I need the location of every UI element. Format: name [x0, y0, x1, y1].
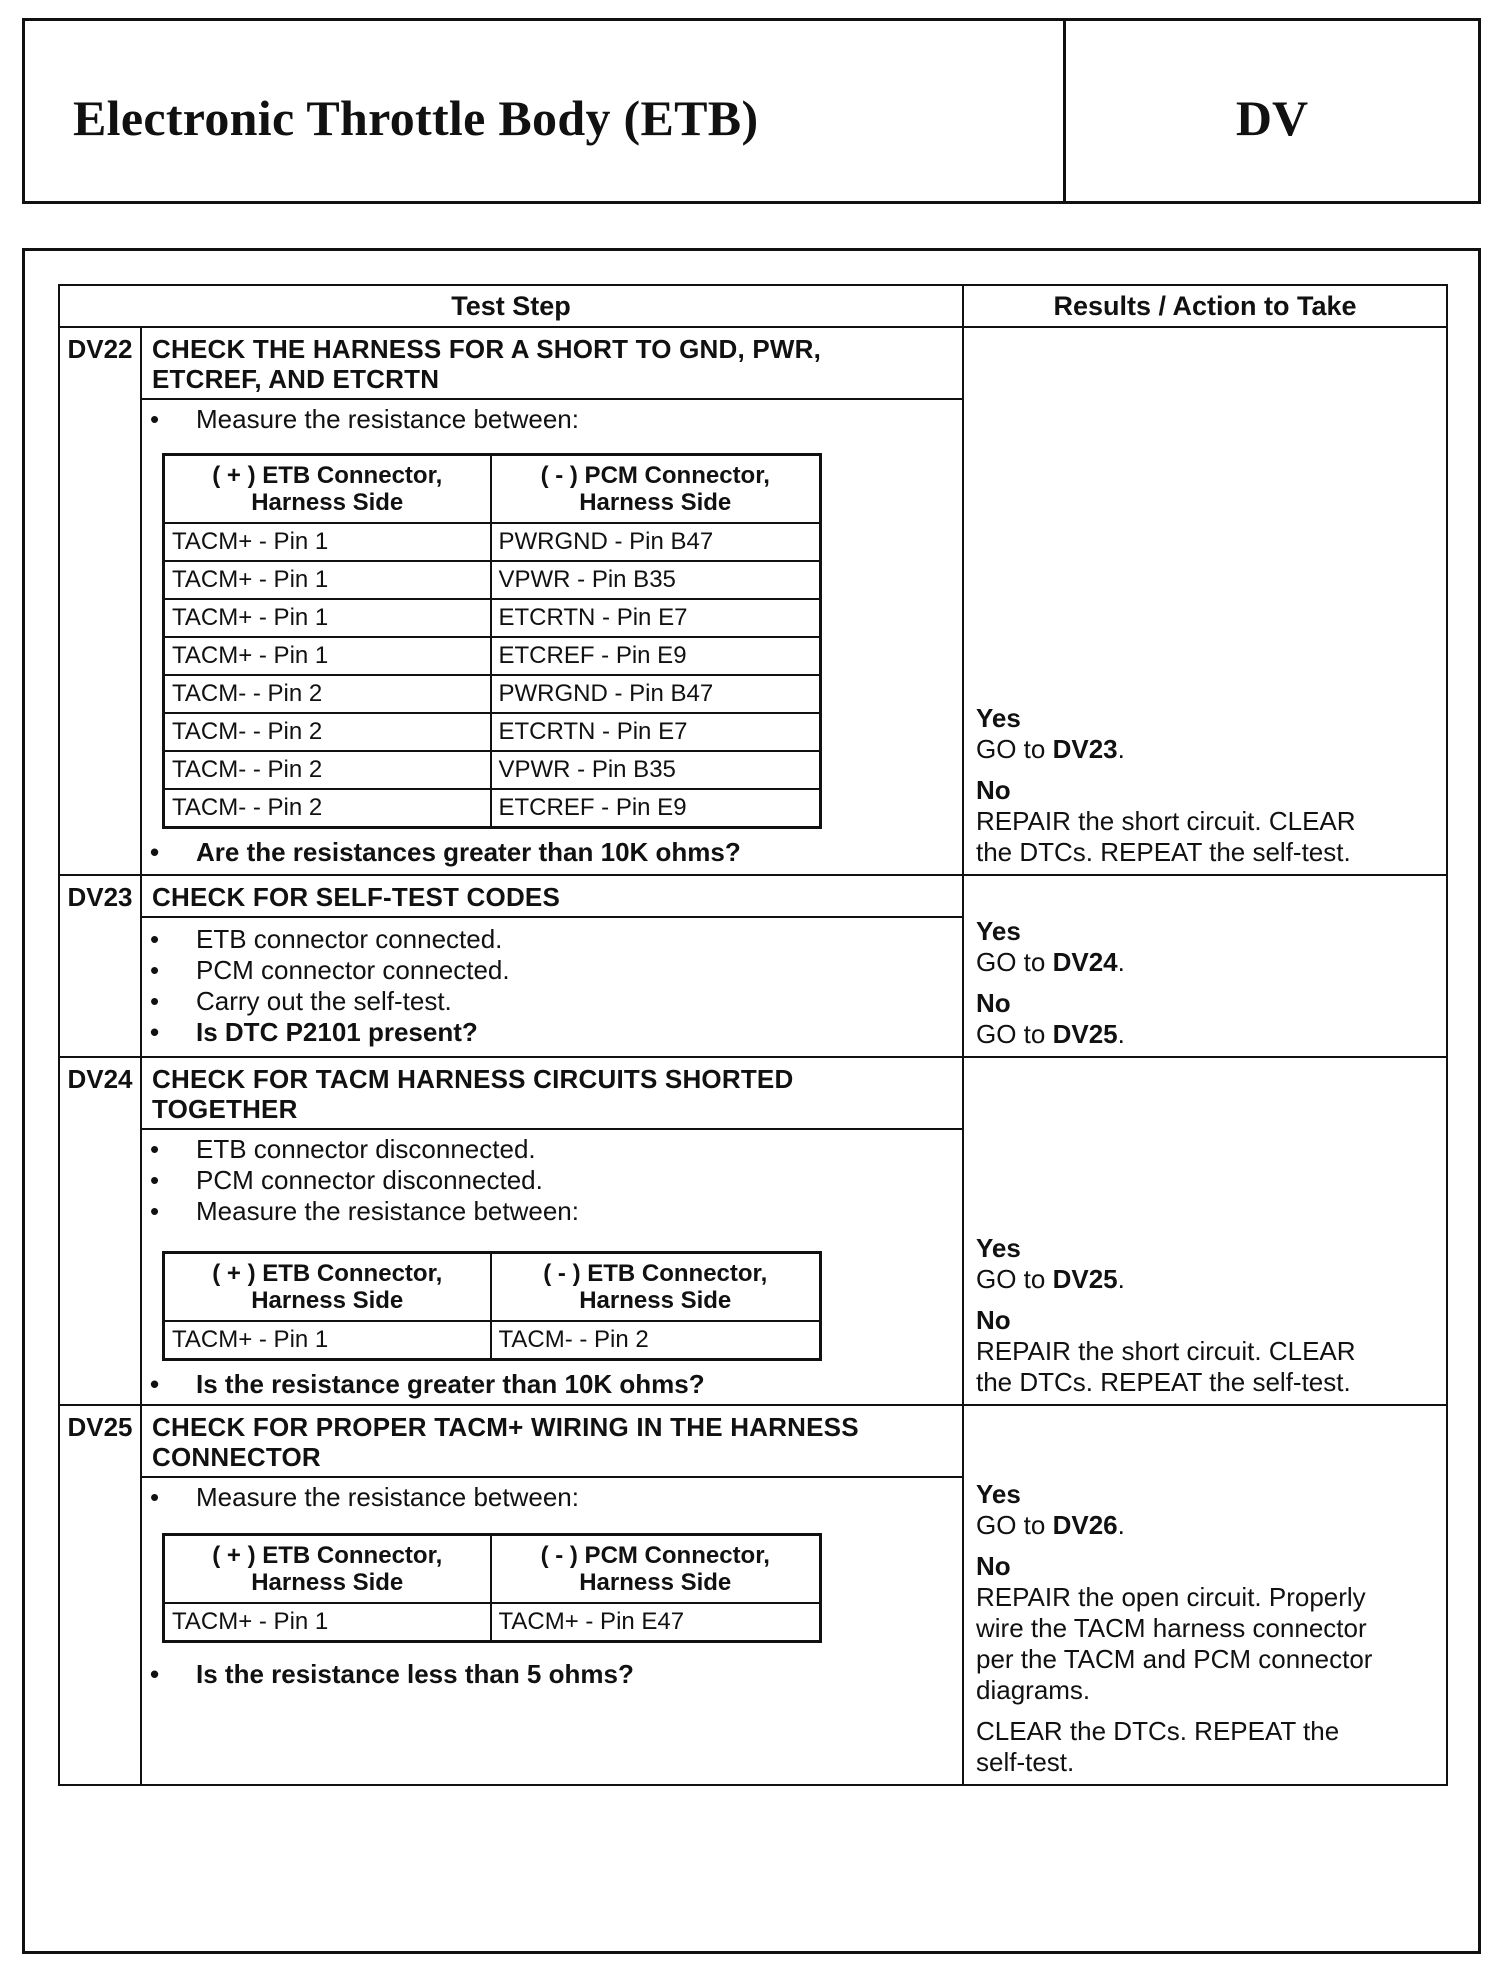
step-question: • Are the resistances greater than 10K ohms? — [150, 837, 962, 868]
step-title-row — [59, 327, 1447, 399]
no-action-line: wire the TACM harness connector — [976, 1613, 1367, 1643]
no-action-line: the DTCs. REPEAT the self-test. — [976, 837, 1351, 867]
step-bullet: • ETB connector disconnected. — [150, 1134, 962, 1165]
connector-col-header: ( + ) ETB Connector, Harness Side — [164, 1535, 491, 1604]
step-bullet: • PCM connector connected. — [150, 955, 962, 986]
step-body — [141, 917, 963, 1057]
step-title-row — [59, 875, 1447, 917]
step-title — [141, 327, 963, 399]
yes-action: GO to DV23. — [976, 734, 1125, 764]
table-row: TACM+ - Pin 1 ETCREF - Pin E9 — [164, 637, 821, 675]
step-result — [963, 875, 1447, 1057]
yes-action: GO to DV25. — [976, 1264, 1125, 1294]
no-action: GO to DV25. — [976, 1019, 1125, 1049]
connector-col-header: ( - ) ETB Connector, Harness Side — [491, 1253, 821, 1322]
no-action-line: the DTCs. REPEAT the self-test. — [976, 1367, 1351, 1397]
yes-action: GO to DV26. — [976, 1510, 1125, 1540]
test-step-header: Test Step — [59, 285, 963, 327]
step-result — [963, 327, 1447, 875]
step-title-row — [59, 1405, 1447, 1477]
table-header-row — [59, 285, 1447, 327]
step-title-line: CHECK FOR PROPER TACM+ WIRING IN THE HARNESS — [152, 1412, 859, 1442]
extra-action-line: CLEAR the DTCs. REPEAT the — [976, 1716, 1340, 1746]
table-row: TACM+ - Pin 1 TACM+ - Pin E47 — [164, 1603, 821, 1642]
connector-table — [162, 1533, 822, 1643]
connector-table — [162, 453, 822, 829]
diagnostic-table — [58, 284, 1448, 1786]
step-id: DV24 — [59, 1057, 141, 1129]
step-question: • Is the resistance greater than 10K ohms? — [150, 1369, 962, 1400]
table-row: TACM- - Pin 2 PWRGND - Pin B47 — [164, 675, 821, 713]
step-title-line: ETCREF, AND ETCRTN — [152, 364, 440, 394]
no-action-line: REPAIR the short circuit. CLEAR — [976, 1336, 1356, 1366]
table-row: TACM+ - Pin 1 TACM- - Pin 2 — [164, 1321, 821, 1360]
no-action-line: diagrams. — [976, 1675, 1091, 1705]
table-row: TACM- - Pin 2 VPWR - Pin B35 — [164, 751, 821, 789]
page-title: Electronic Throttle Body (ETB) — [73, 90, 759, 146]
no-label: No — [976, 1305, 1011, 1335]
extra-action-line: self-test. — [976, 1747, 1075, 1777]
table-row: TACM- - Pin 2 ETCRTN - Pin E7 — [164, 713, 821, 751]
yes-label: Yes — [976, 1233, 1021, 1263]
table-row: TACM+ - Pin 1 VPWR - Pin B35 — [164, 561, 821, 599]
table-row: TACM+ - Pin 1 PWRGND - Pin B47 — [164, 523, 821, 561]
yes-label: Yes — [976, 703, 1021, 733]
step-title-line: CHECK THE HARNESS FOR A SHORT TO GND, PWR, — [152, 334, 822, 364]
step-result — [963, 1057, 1447, 1405]
content-frame — [22, 248, 1481, 1954]
step-title-row — [59, 1057, 1447, 1129]
step-result — [963, 1405, 1447, 1785]
step-bullet: • PCM connector disconnected. — [150, 1165, 962, 1196]
connector-col-header: ( - ) PCM Connector, Harness Side — [491, 1535, 821, 1604]
step-question: • Is the resistance less than 5 ohms? — [150, 1659, 962, 1690]
no-label: No — [976, 1551, 1011, 1581]
step-body — [141, 1129, 963, 1405]
step-bullet: • Measure the resistance between: — [150, 404, 962, 435]
connector-col-header: ( + ) ETB Connector, Harness Side — [164, 1253, 491, 1322]
no-label: No — [976, 988, 1011, 1018]
step-bullet: • Carry out the self-test. — [150, 986, 962, 1017]
step-bullet: • Measure the resistance between: — [150, 1482, 962, 1513]
step-title-line: CHECK FOR SELF-TEST CODES — [152, 882, 561, 912]
step-title — [141, 1405, 963, 1477]
step-body — [141, 399, 963, 875]
section-code: DV — [1235, 90, 1309, 146]
no-label: No — [976, 775, 1011, 805]
connector-table — [162, 1251, 822, 1361]
connector-col-header: ( + ) ETB Connector, Harness Side — [164, 455, 491, 524]
step-id: DV25 — [59, 1405, 141, 1477]
connector-col-header: ( - ) PCM Connector, Harness Side — [491, 455, 821, 524]
table-row: TACM+ - Pin 1 ETCRTN - Pin E7 — [164, 599, 821, 637]
step-bullet: • Measure the resistance between: — [150, 1196, 962, 1227]
step-id: DV23 — [59, 875, 141, 917]
no-action-line: REPAIR the open circuit. Properly — [976, 1582, 1366, 1612]
yes-label: Yes — [976, 916, 1021, 946]
step-body — [141, 1477, 963, 1785]
yes-action: GO to DV24. — [976, 947, 1125, 977]
yes-label: Yes — [976, 1479, 1021, 1509]
header-box — [22, 18, 1481, 204]
step-title — [141, 875, 963, 917]
step-title-line: CONNECTOR — [152, 1442, 321, 1472]
no-action-line: per the TACM and PCM connector — [976, 1644, 1373, 1674]
step-title-line: CHECK FOR TACM HARNESS CIRCUITS SHORTED — [152, 1064, 794, 1094]
step-title — [141, 1057, 963, 1129]
no-action-line: REPAIR the short circuit. CLEAR — [976, 806, 1356, 836]
results-header: Results / Action to Take — [963, 285, 1447, 327]
table-row: TACM- - Pin 2 ETCREF - Pin E9 — [164, 789, 821, 828]
step-question: • Is DTC P2101 present? — [150, 1017, 962, 1048]
step-title-line: TOGETHER — [152, 1094, 298, 1124]
step-bullet: • ETB connector connected. — [150, 924, 962, 955]
step-id: DV22 — [59, 327, 141, 399]
